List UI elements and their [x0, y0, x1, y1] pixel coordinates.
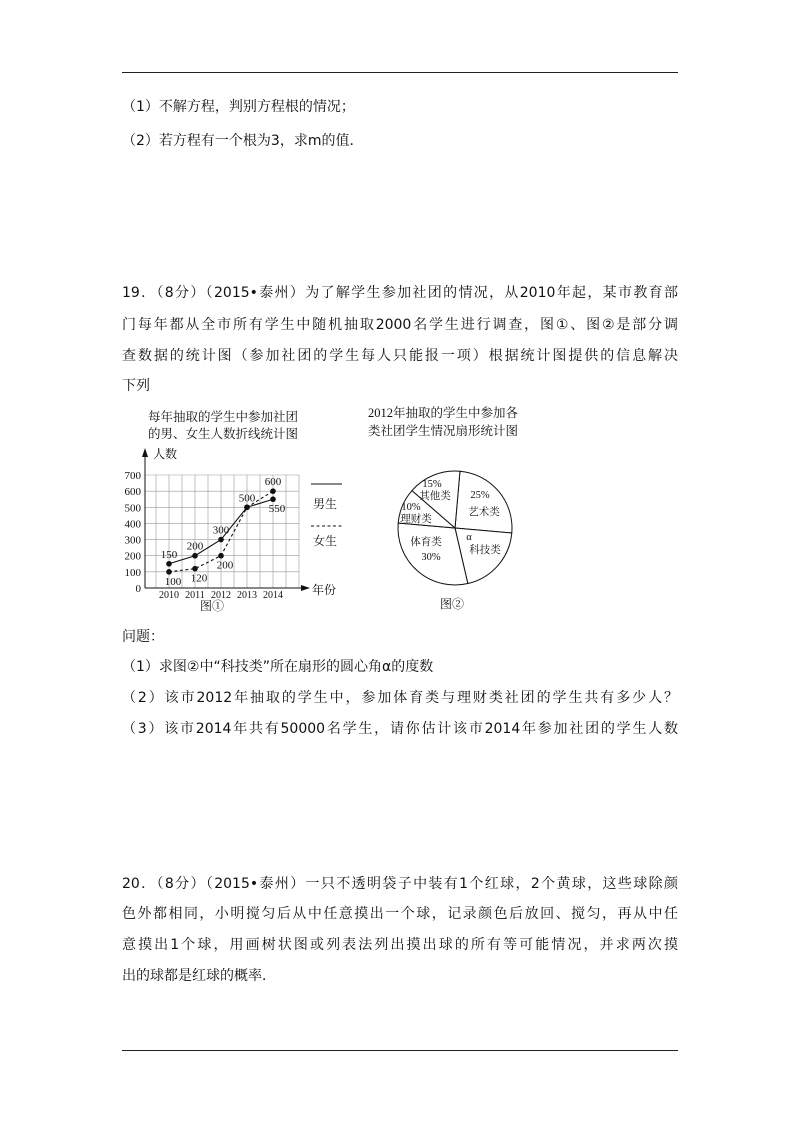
bottom-rule — [122, 1050, 678, 1051]
line-chart-xtick-label: 2013 — [237, 590, 257, 601]
line-chart-series-0-data-label: 200 — [186, 540, 204, 553]
problem-20-line: 出的球都是红球的概率． — [122, 968, 276, 984]
x-axis-arrow-icon — [301, 585, 310, 591]
pie-slice-percent-label: 30% — [421, 552, 441, 563]
pie-slice-name-label: 体育类 — [410, 537, 442, 548]
line-chart-title-line-2: 的男、女生人数折线统计图 — [148, 427, 299, 441]
line-chart-series-1-point — [166, 569, 172, 575]
line-chart-series-1-data-label: 100 — [164, 575, 182, 588]
problem-20-line: 色外都相同，小明搅匀后从中任意摸出一个球，记录颜色后放回、搅匀，再从中任 — [122, 906, 678, 922]
pie-slice-0 — [455, 471, 512, 533]
problem-19-stem-line: 下列 — [122, 378, 150, 394]
line-chart-ytick-label: 0 — [135, 583, 141, 595]
line-chart-series-0-point — [218, 537, 224, 543]
pie-chart-title-line-2: 类社团学生情况扇形统计图 — [368, 424, 519, 438]
line-chart-series-1-data-label: 120 — [190, 572, 208, 585]
pie-slice-angle-label: α — [466, 532, 472, 543]
y-axis-arrow-icon — [142, 448, 148, 457]
pie-slice-percent-label: 25% — [470, 490, 490, 501]
top-rule — [122, 72, 678, 73]
pie-chart-title-line-1: 2012年抽取的学生中参加各 — [368, 406, 519, 420]
problem-19-question: （1）求图②中“科技类”所在扇形的圆心角α的度数 — [122, 659, 434, 675]
line-chart-series-1-point — [192, 566, 198, 572]
line-chart — [125, 409, 343, 613]
line-chart-series-0-point — [270, 496, 276, 502]
line-chart-xtick-label: 2011 — [185, 590, 205, 601]
pie-slice-name-label: 理财类 — [400, 514, 432, 525]
line-chart-ytick-label: 600 — [124, 486, 141, 499]
line-chart-ytick-label: 300 — [124, 534, 141, 547]
line-chart-series-1-point — [244, 504, 250, 510]
line-chart-ytick-label: 400 — [124, 518, 141, 531]
legend-series-1-label: 女生 — [313, 534, 338, 548]
line-chart-ytick-label: 100 — [124, 566, 141, 579]
line-chart-series-1-point — [270, 488, 276, 494]
problem-20-line: 20．（8分）（2015•泰州）一只不透明袋子中装有1个红球，2个黄球，这些球除颜 — [122, 876, 678, 892]
line-chart-series-1-point — [218, 553, 224, 559]
problem-19-stem-line: 查数据的统计图（参加社团的学生每人只能报一项）根据统计图提供的信息解决 — [122, 348, 678, 364]
line-chart-y-axis-label: 人数 — [153, 447, 178, 461]
problem-19-question: （3）该市2014年共有50000名学生，请你估计该市2014年参加社团的学生人数 — [122, 721, 678, 737]
line-chart-legend — [311, 484, 342, 548]
problem-18-part-1: （1）不解方程，判别方程根的情况； — [122, 99, 355, 115]
line-chart-ytick-label: 500 — [124, 502, 141, 515]
line-chart-y-ticks — [125, 470, 142, 595]
pie-slice-name-label: 科技类 — [469, 545, 501, 556]
pie-slice-percent-label: 15% — [422, 479, 442, 490]
line-chart-x-axis-label: 年份 — [312, 583, 337, 597]
pie-slice-percent-label: 10% — [401, 502, 421, 513]
legend-series-0-label: 男生 — [313, 497, 338, 511]
line-chart-title-line-1: 每年抽取的学生中参加社团 — [148, 410, 299, 424]
line-chart-series-0-point — [192, 553, 198, 559]
line-chart-data-labels — [161, 476, 286, 588]
figure-1-caption: 图① — [199, 599, 225, 613]
problem-19-question: （2）该市2012年抽取的学生中，参加体育类与理财类社团的学生共有多少人？ — [122, 690, 678, 706]
line-chart-xtick-label: 2012 — [211, 590, 231, 601]
line-chart-xtick-label: 2014 — [263, 590, 283, 601]
problem-20-line: 意摸出1个球，用画树状图或列表法列出摸出球的所有等可能情况，并求两次摸 — [122, 937, 678, 953]
problem-19-questions-label: 问题： — [122, 629, 164, 645]
problem-19-stem-line: 门每年都从全市所有学生中随机抽取2000名学生进行调查，图①、图②是部分调 — [122, 317, 678, 333]
line-chart-series-0-data-label: 150 — [160, 548, 178, 561]
problem-18-part-2: （2）若方程有一个根为3，求m的值． — [122, 133, 364, 149]
pie-chart — [368, 405, 519, 611]
pie-slice-name-label: 其他类 — [419, 491, 451, 502]
line-chart-series-1-data-label: 600 — [264, 476, 282, 489]
line-chart-series-0-data-label: 550 — [268, 503, 286, 516]
line-chart-ytick-label: 200 — [124, 550, 141, 563]
line-chart-series-0-point — [166, 561, 172, 567]
line-chart-series-0-data-label: 300 — [212, 524, 230, 537]
line-chart-ytick-label: 700 — [124, 470, 141, 482]
problem-19-figures — [100, 395, 560, 620]
line-chart-series-0-data-label: 500 — [238, 492, 256, 505]
line-chart-series-1-data-label: 200 — [216, 559, 234, 572]
line-chart-xtick-label: 2010 — [159, 590, 179, 601]
pie-chart-slices — [398, 471, 512, 585]
figure-2-caption: 图② — [439, 597, 465, 611]
pie-slice-name-label: 艺术类 — [468, 507, 500, 518]
problem-19-stem-line: 19．（8分）（2015•泰州）为了解学生参加社团的情况，从2010年起，某市教育部 — [122, 285, 678, 301]
